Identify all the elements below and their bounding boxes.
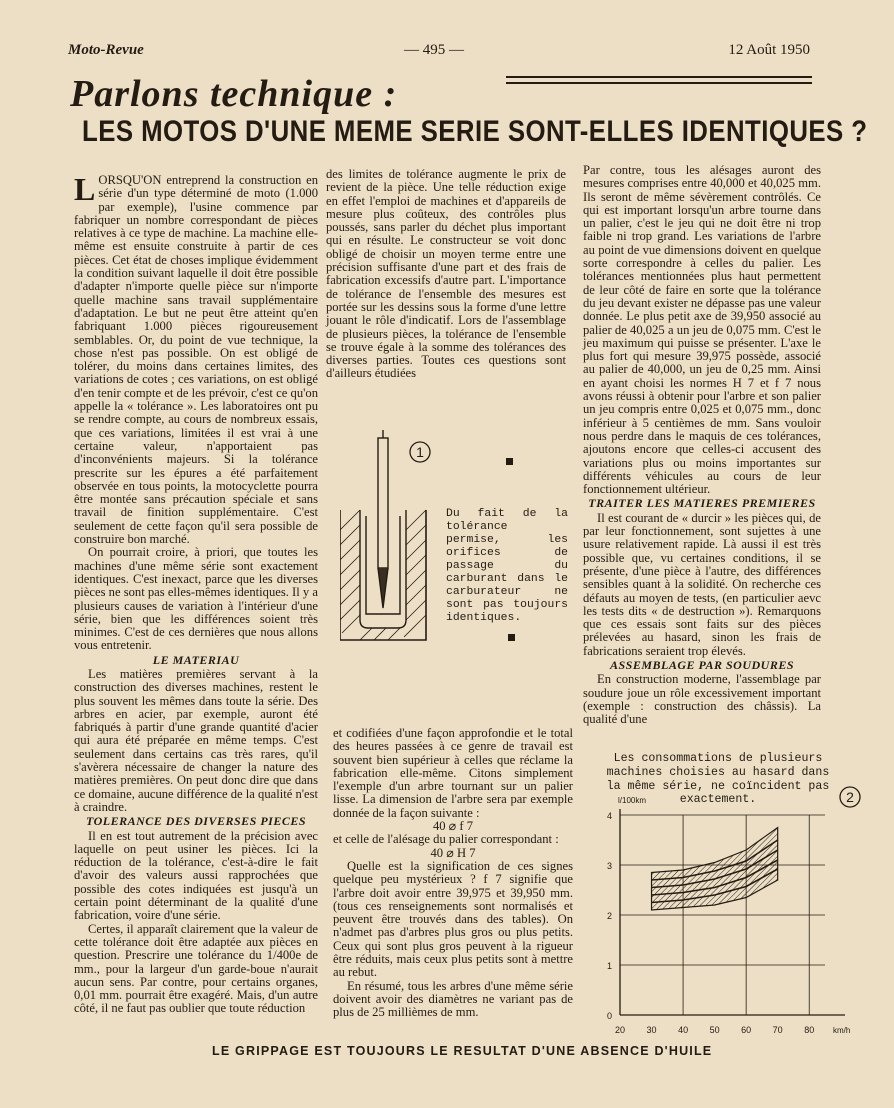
paragraph: Il en est tout autrement de la précision avec laquelle on peut usiner les pièces. Ici la réduction de la tolérance, c'est-à-dire le fait d'avoir des valeurs aussi rapprochées que possible des cotes indiquées est jusqu'à un certain point déterminant de la qualité d'une fabrication, voire d'une série. [74, 828, 318, 923]
magazine-name: Moto-Revue [68, 42, 144, 58]
x-tick-label: 30 [646, 1025, 657, 1035]
x-axis-label: km/h [833, 1026, 851, 1035]
header-rule-bottom [506, 82, 812, 84]
paragraph: On pourrait croire, à priori, que toutes les machines d'une même série sont exactement identiques. C'est inexact, parce que les diverses pièces ne sont pas elles-mêmes identiques. Il y a plusieurs causes de variation à l'intérieur d'une série, bien que les différences soient très minimes. C'est de ces dernières que nous allons vous entretenir. [74, 545, 318, 653]
drop-cap: L [74, 171, 96, 207]
column-3 [583, 164, 821, 726]
issue-date: 12 Août 1950 [728, 42, 810, 58]
paragraph: Par contre, tous les alésages auront des mesures comprises entre 40,000 et 40,025 mm. Ils seront de même sévèrement contrôlés. Ce qui est important lorsqu'un arbre tourne dans un palier, c'est le jeu qui ne doit être ni trop faible ni trop grand. Les variations de l'arbre au point de vue dimensions doivent en quelque sorte correspondre à celles du palier. Les tolérances mentionnées plus haut permettent de leur côté de faire en sorte que la tolérance du jeu devant exister ne dépasse pas une valeur donnée. Le plus petit axe de 39,950 associé au palier de 40,025 a un jeu de 0,075 mm. C'est le jeu maximum qui puisse se présenter. L'axe le plus fort qui mesure 39,975 possède, associé au palier de 40,000, un jeu de 0,25 mm. Ainsi en ayant choisi les normes H 7 et f 7 nous avons réussi à obtenir pour l'arbre et son palier un jeu compris entre 0,025 et 0,075 mm., donc inférieur à 5 centièmes de mm. Sans vouloir nous perdre dans le maquis de ces tolérances, ajoutons encore que celles-ci accusent des variations plus ou moins importantes sur différents véhicules au cours de leur fonctionnement ultérieur. [583, 163, 821, 497]
column-1 [74, 171, 318, 1016]
layout-marker [508, 634, 515, 641]
needle-body [378, 438, 388, 568]
section-kicker: Parlons technique : [70, 73, 398, 115]
paragraph: Quelle est la signification de ces signes quelque peu mystérieux ? f 7 signifie que l'arbre doit avoir entre 39,975 et 39,950 mm. (tous ces renseignements sont normalisés et peuvent être trouvés dans des tables). On n'admet pas d'arbres plus gros ou plus petits. Ceux qui sont plus gros peuvent à la rigueur être réduits, mais ceux plus petits sont à mettre au rebut. [333, 858, 573, 980]
layout-marker [506, 458, 513, 465]
paragraph: Les matières premières servant à la construction des diverses machines, restent le plus souvent les mêmes dans toute la série. Des arbres en acier, par exemple, auront été fabriqués à partir d'une grande quantité d'acier qui aura été préparée en même temps. C'est seulement dans certains cas très rares, qu'il s'avèrera nécessaire de changer la nature des matières premières. On peut donc dire que dans ce domaine, aucune différence de la qualité n'est à craindre. [74, 666, 318, 814]
subheading-assemblage: ASSEMBLAGE PAR SOUDURES [610, 657, 794, 672]
footer-slogan: LE GRIPPAGE EST TOUJOURS LE RESULTAT D'UNE ABSENCE D'HUILE [212, 1044, 713, 1058]
paragraph: des limites de tolérance augmente le prix de revient de la pièce. Une telle réduction exige en effet l'emploi de machines et d'appareils de mesure plus coûteux, des contrôles plus poussés, sans parler du déchet plus important qui en résulte. Le constructeur se voit donc obligé de choisir un moyen terme entre une précision suffisante d'une part et des frais de fabrication excessifs d'autre part. L'importance de tolérance de l'ensemble des mesures est portée sur les dessins sous la forme d'une lettre jouant le rôle d'indicatif. Lors de l'assemblage de plusieurs pièces, la tolérance de l'ensemble se trouve égale à la somme des tolérances des diverses parties. Toutes ces questions sont d'ailleurs étudiées [326, 167, 566, 381]
subheading-tolerance: TOLERANCE DES DIVERSES PIECES [85, 814, 307, 829]
header-rule-top [506, 76, 812, 78]
y-tick-label: 4 [606, 811, 612, 821]
x-tick-label: 60 [741, 1025, 752, 1035]
y-tick-label: 3 [606, 861, 612, 871]
paragraph: et celle de l'alésage du palier correspondant : [333, 832, 559, 847]
column-2-top [326, 168, 566, 381]
intro-paragraph: LORSQU'ON entreprend la construction en série d'un type déterminé de moto (1.000 par exemple), l'usine commence par fabriquer un nombre correspondant de pièces relatives à ce type de machine. La machine elle-même est ensuite construite à partir de ces pièces. Cet état de choses implique évidemment la condition suivant laquelle il doit être possible d'adapter n'importe quelle pièce sur n'importe quelle machine sans travail supplémentaire d'adaptation. Le but ne peut être atteint qu'en fabriquant 1.000 pièces rigoureusement semblables. Or, du point de vue technique, la chose n'est pas possible. On est obligé de tolérer, du moins dans certaines limites, des variations de cotes ; ces variations, on est obligé d'en tenir compte et de les prévoir, c'est ce qu'on appelle la « tolérance ». Les laboratoires ont pu se rendre compte, au cours de nombreux essais, que ces variations, limitées il est vrai à une certaine valeur, n'apportaient pas d'inconvénients majeurs. Si la tolérance prescrite sur les épures a été parfaitement observée en tous points, la motocyclette pourra être montée sans précaution spéciale et sans travail de finition supplémentaire. C'est seulement de cette façon qu'il sera possible de construire bon marché. [74, 171, 318, 547]
paragraph: Il est courant de « durcir » les pièces qui, de par leur fonctionnement, sont sujettes à une usure relativement rapide. Là aussi il est très possible que, vu certaines conditions, il se présente, d'une pièce à l'autre, des différences sensibles quant à la solidité. On recherche ces défauts au moyen de tests, (en particulier aevc les tests dits « de destruction »). Remarquons que ces essais sont faits sur des pièces prélevées au hasard, sinon les frais de fabrications seraient trop élevés. [583, 510, 821, 658]
needle-tip [378, 568, 388, 608]
subheading-traiter: TRAITER LES MATIERES PREMIERES [588, 496, 816, 511]
paragraph: En construction moderne, l'assemblage par soudure joue un rôle excessivement important (exemple : construction des châssis). La qualité d'une [583, 672, 821, 727]
column-2-bottom [333, 727, 573, 1020]
figure-1-caption: Du fait de la tolérance permise, les orifices de passage du carburant dans le carburateur ne sont pas toujours identiques. [446, 508, 568, 624]
subheading-materiau: LE MATERIAU [152, 652, 240, 667]
consumption-chart [600, 745, 870, 1045]
figure-2-number: 2 [846, 789, 854, 805]
consumption-band [652, 828, 778, 911]
y-tick-label: 2 [606, 911, 612, 921]
formula-bearing: 40 ⌀ H 7 [430, 845, 476, 860]
x-tick-label: 20 [614, 1025, 626, 1035]
y-axis-label: l/100km [618, 796, 647, 805]
page-number: — 495 — [404, 42, 464, 58]
x-tick-label: 70 [772, 1025, 783, 1035]
figure-1-number: 1 [416, 444, 424, 460]
x-tick-label: 80 [804, 1025, 815, 1035]
y-tick-label: 1 [606, 961, 612, 971]
x-tick-label: 40 [678, 1025, 689, 1035]
chart-caption: Les consommations de plusieurs machines choisies au hasard dans la même série, ne coïncident pas exactement. [606, 752, 830, 807]
paragraph: En résumé, tous les arbres d'une même série doivent avoir des diamètres ne variant pas de plus de 25 millièmes de mm. [333, 978, 573, 1020]
formula-shaft: 40 ⌀ f 7 [432, 819, 474, 834]
article-title: LES MOTOS D'UNE MEME SERIE SONT-ELLES IDENTIQUES ? [82, 115, 868, 148]
y-tick-label: 0 [606, 1011, 612, 1021]
paragraph: Certes, il apparaît clairement que la valeur de cette tolérance doit être adaptée aux pièces en question. Prescrire une tolérance du 1/400e de mm., pour la largeur d'un garde-boue n'aurait aucun sens. Par contre, pour certains organes, 0,01 mm. pourrait être exagéré. Mais, d'un autre côté, il ne faut pas oublier que toute réduction [74, 921, 318, 1016]
x-tick-label: 50 [709, 1025, 720, 1035]
paragraph: et codifiées d'une façon approfondie et le total des heures passées à ce genre de travail est souvent bien supérieur à celles que réclame la fabrication elle-même. Citons simplement l'exemple d'un arbre tournant sur un palier lisse. La dimension de l'arbre sera par exemple donnée de la façon suivante : [333, 726, 573, 820]
